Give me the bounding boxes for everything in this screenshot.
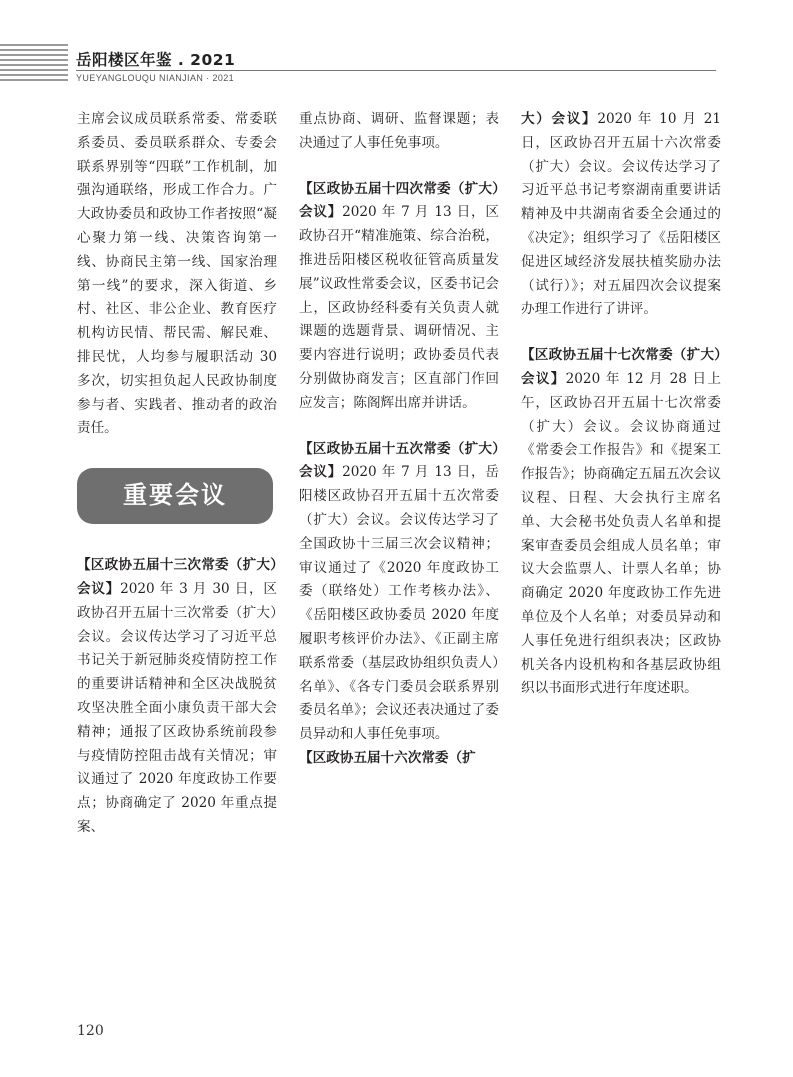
- entry-heading: 【区政协五届十七次常委（扩大）会议】: [521, 347, 721, 387]
- meeting-entry-15: [299, 438, 499, 747]
- running-header-subtitle: YUEYANGLOUQU NIANJIAN · 2021: [76, 73, 235, 83]
- entry-heading: 【区政协五届十六次常委（扩: [299, 749, 476, 766]
- text-column-2: [299, 108, 499, 771]
- entry-body: 2020 年 7 月 13 日，岳阳楼区政协召开五届十五次常委（扩大）会议。会议传达学习了全国政协十三届三次会议精神；审议通过了《2020 年度政协工委（联络处）工作考核办法》、《岳阳楼区政协委员 2020 年度履职考核评价办法》、《正副主席联系常委（基层政协组织负责人）名单》、《各专门委员会联系界别委员名单》；会议还表决通过了委员异动和人事任免事项。: [299, 464, 499, 743]
- continuation-paragraph: 重点协商、调研、监督课题；表决通过了人事任免事项。: [299, 111, 499, 151]
- entry-body: 2020 年 12 月 28 日上午，区政协召开五届十七次常委（扩大）会议。会议协商通过《常委会工作报告》和《提案工作报告》；协商确定五届五次会议议程、日程、大会执行主席名单、大会秘书处负责人名单和提案审查委员会组成人员名单；审议大会监票人、计票人名单；协商确定 2020 年度政协工作先进单位及个人名单；对委员异动和人事任免进行组织表决；区政协机关各内设机构和各基层政协组织以书面形式进行年度述职。: [521, 370, 722, 697]
- entry-body: 2020 年 7 月 13 日，区政协召开“精准施策、综合治税，推进岳阳楼区税收征管高质量发展”议政性常委会议，区委书记会上，区政协经科委有关负责人就课题的选题背景、调研情况、主要内容进行说明；政协委员代表分别做协商发言；区直部门作回应发言；陈阁辉出席并讲话。: [299, 204, 499, 411]
- entry-body: 2020 年 3 月 30 日，区政协召开五届十三次常委（扩大）会议。会议传达学习了习近平总书记关于新冠肺炎疫情防控工作的重要讲话精神和全区决战脱贫攻坚决胜全面小康负责干部大会精神；通报了区政协系统前段参与疫情防控阻击战有关情况；审议通过了 2020 年度政协工作要点；协商确定了 2020 年重点提案、: [77, 580, 277, 835]
- entry-heading: 【区政协五届十四次常委（扩大）会议】: [299, 180, 499, 221]
- running-header-title: 岳阳楼区年鉴 . 2021: [76, 51, 236, 69]
- meeting-entry-14: [299, 178, 499, 416]
- meeting-entry-16: [521, 108, 721, 322]
- entry-heading: 大）会议】: [521, 111, 598, 127]
- section-heading: 重要会议: [123, 481, 227, 510]
- entry-heading: 【区政协五届十五次常委（扩大）会议】: [299, 440, 499, 481]
- header-divider: [76, 70, 716, 71]
- text-column-1: [77, 108, 277, 840]
- entry-body: 2020 年 10 月 21 日，区政协召开五届十六次常委（扩大）会议。会议传达学习了习近平总书记考察湖南重要讲话精神及中共湖南省委全会通过的《决定》；组织学习了《岳阳楼区促进区域经济发展扶植奖励办法（试行）》；对五届四次会议提案办理工作进行了讲评。: [521, 111, 722, 318]
- entry-heading: 【区政协五届十三次常委（扩大）会议】: [77, 557, 277, 597]
- section-heading-box: [77, 468, 273, 524]
- header-decoration: [0, 44, 68, 84]
- intro-paragraph: 主席会议成员联系常委、常委联系委员、委员联系群众、专委会联系界别等“四联”工作机制，加强沟通联络，形成工作合力。广大政协委员和政协工作者按照“凝心聚力第一线、决策咨询第一线、协商民主第一线、国家治理第一线”的要求，深入街道、乡村、社区、非公企业、教育医疗机构访民情、帮民需、解民难、排民忧，人均参与履职活动 30 多次，切实担负起人民政协制度参与者、实践者、推动者的政治责任。: [77, 111, 277, 437]
- page-number: 120: [77, 1023, 104, 1039]
- meeting-entry-16-start: [299, 747, 499, 771]
- meeting-entry-17: [521, 344, 721, 701]
- text-column-3: [521, 108, 721, 701]
- meeting-entry-13: [77, 554, 277, 840]
